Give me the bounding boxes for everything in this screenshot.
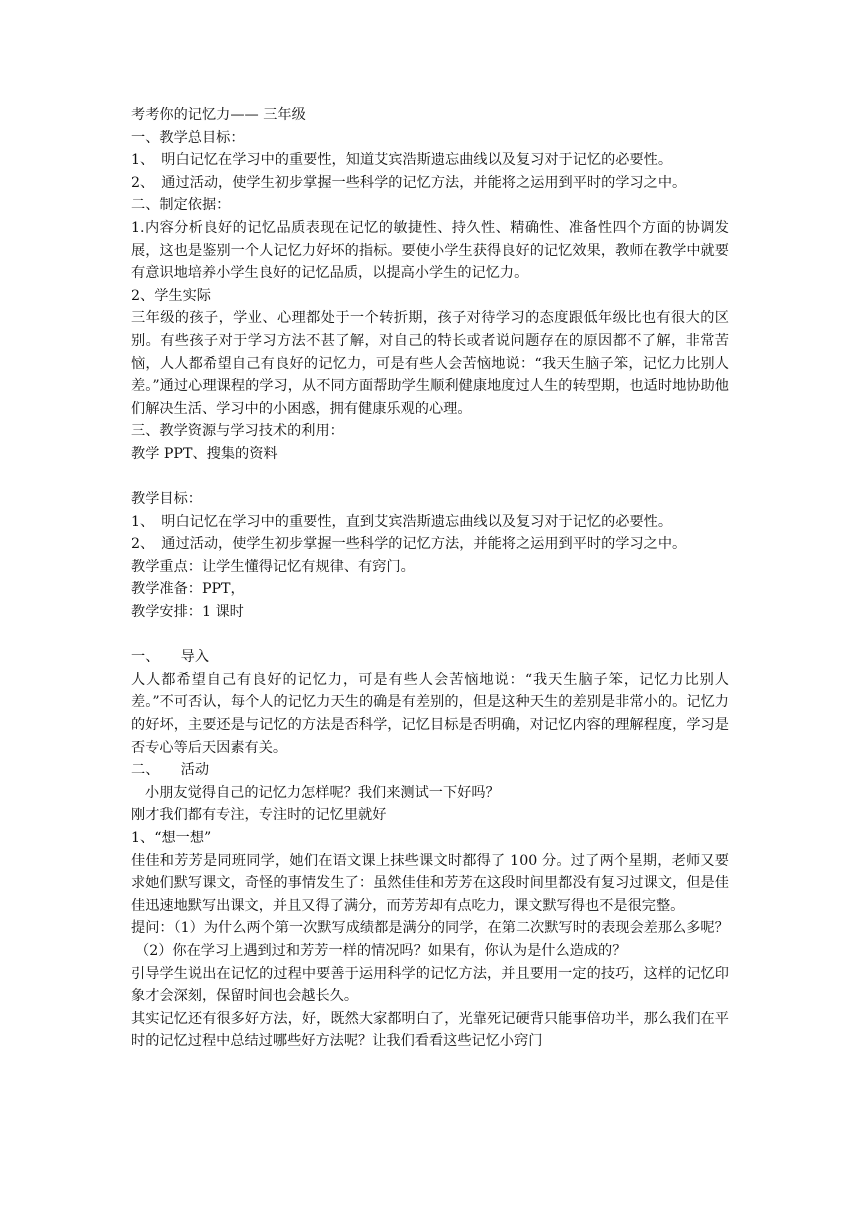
basis-student-text: 三年级的孩子，学业、心理都处于一个转折期，孩子对待学习的态度跟低年级比也有很大的区别。有些孩子对于学习方法不甚了解，对自己的特长或者说问题存在的原因都不了解，非常苦恼，人人都希望自己有良好的记忆力，可是有些人会苦恼地说：“我天生脑子笨，记忆力比别人差。”通过心理课程的学习，从不同方面帮助学生顺利健康地度过人生的转型期，也适时地协助他们解决生活、学习中的小困惑，拥有健康乐观的心理。 (131, 310, 729, 417)
teaching-focus: 教学重点：让学生懂得记忆有规律、有窍门。 (131, 558, 415, 575)
doc-title: 考考你的记忆力—— 三年级 (131, 107, 306, 123)
question-1: 提问：（1）为什么两个第一次默写成绩都是满分的同学，在第二次默写时的表现会差那么多呢？ (131, 920, 729, 937)
activity-story: 佳佳和芳芳是同班同学，她们在语文课上抹些课文时都得了 100 分。过了两个星期，老师又要求她们默写课文，奇怪的事情发生了：虽然佳佳和芳芳在这段时间里都没有复习过课文，但是佳佳迅速地默写出课文，并且又得了满分，而芳芳却有点吃力，课文默写得也不是很完整。 (131, 852, 729, 914)
activity-question: 小朋友觉得自己的记忆力怎样呢？我们来测试一下好吗？ (145, 784, 500, 801)
part-heading-activity: 二、 活动 (131, 762, 210, 779)
closing-text: 其实记忆还有很多好方法，好，既然大家都明白了，光靠死记硬背只能事倍功半，那么我们在平时的记忆过程中总结过哪些好方法呢？让我们看看这些记忆小窍门 (131, 1010, 729, 1050)
basis-student-heading: 2、学生实际 (131, 287, 211, 304)
guidance-text: 引导学生说出在记忆的过程中要善于运用科学的记忆方法，并且要用一定的技巧，这样的记忆印象才会深刻，保留时间也会越长久。 (131, 965, 729, 1005)
teaching-goals-heading: 教学目标： (131, 491, 202, 508)
teaching-schedule: 教学安排：1 课时 (131, 604, 244, 621)
overall-goal-item-2: 2、 通过活动，使学生初步掌握一些科学的记忆方法，并能将之运用到平时的学习之中。 (131, 174, 687, 191)
activity-focus-note: 刚才我们都有专注，专注时的记忆里就好 (131, 807, 387, 824)
document-body (131, 104, 729, 1053)
section-heading-resources: 三、教学资源与学习技术的利用： (131, 423, 344, 440)
resources-text: 教学 PPT、搜集的资料 (131, 445, 278, 462)
activity-think-heading: 1、“想一想” (131, 830, 212, 846)
section-heading-overall-goals: 一、教学总目标： (131, 129, 245, 146)
teaching-goal-item-2: 2、 通过活动，使学生初步掌握一些科学的记忆方法，并能将之运用到平时的学习之中。 (131, 536, 687, 553)
blank-line (131, 466, 729, 489)
teaching-preparation: 教学准备：PPT， (131, 581, 245, 598)
basis-content-analysis: 1.内容分析良好的记忆品质表现在记忆的敏捷性、持久性、精确性、准备性四个方面的协调发展，这也是鉴别一个人记忆力好坏的指标。要使小学生获得良好的记忆效果，教师在教学中就要有意识地培养小学生良好的记忆品质，以提高小学生的记忆力。 (131, 219, 729, 282)
teaching-goal-item-1: 1、 明白记忆在学习中的重要性，直到艾宾浩斯遗忘曲线以及复习对于记忆的必要性。 (131, 513, 673, 530)
overall-goal-item-1: 1、 明白记忆在学习中的重要性，知道艾宾浩斯遗忘曲线以及复习对于记忆的必要性。 (131, 152, 673, 169)
part-heading-intro: 一、 导入 (131, 649, 210, 666)
blank-line (131, 624, 729, 647)
intro-text: 人人都希望自己有良好的记忆力，可是有些人会苦恼地说：“我天生脑子笨，记忆力比别人差。”不可否认，每个人的记忆力天生的确是有差别的，但是这种天生的差别是非常小的。记忆力的好坏，主要还是与记忆的方法是否科学，记忆目标是否明确，对记忆内容的理解程度，学习是否专心等后天因素有关。 (131, 671, 729, 756)
section-heading-basis: 二、制定依据： (131, 197, 231, 214)
question-2: （2）你在学习上遇到过和芳芳一样的情况吗？如果有，你认为是什么造成的？ (135, 942, 627, 959)
